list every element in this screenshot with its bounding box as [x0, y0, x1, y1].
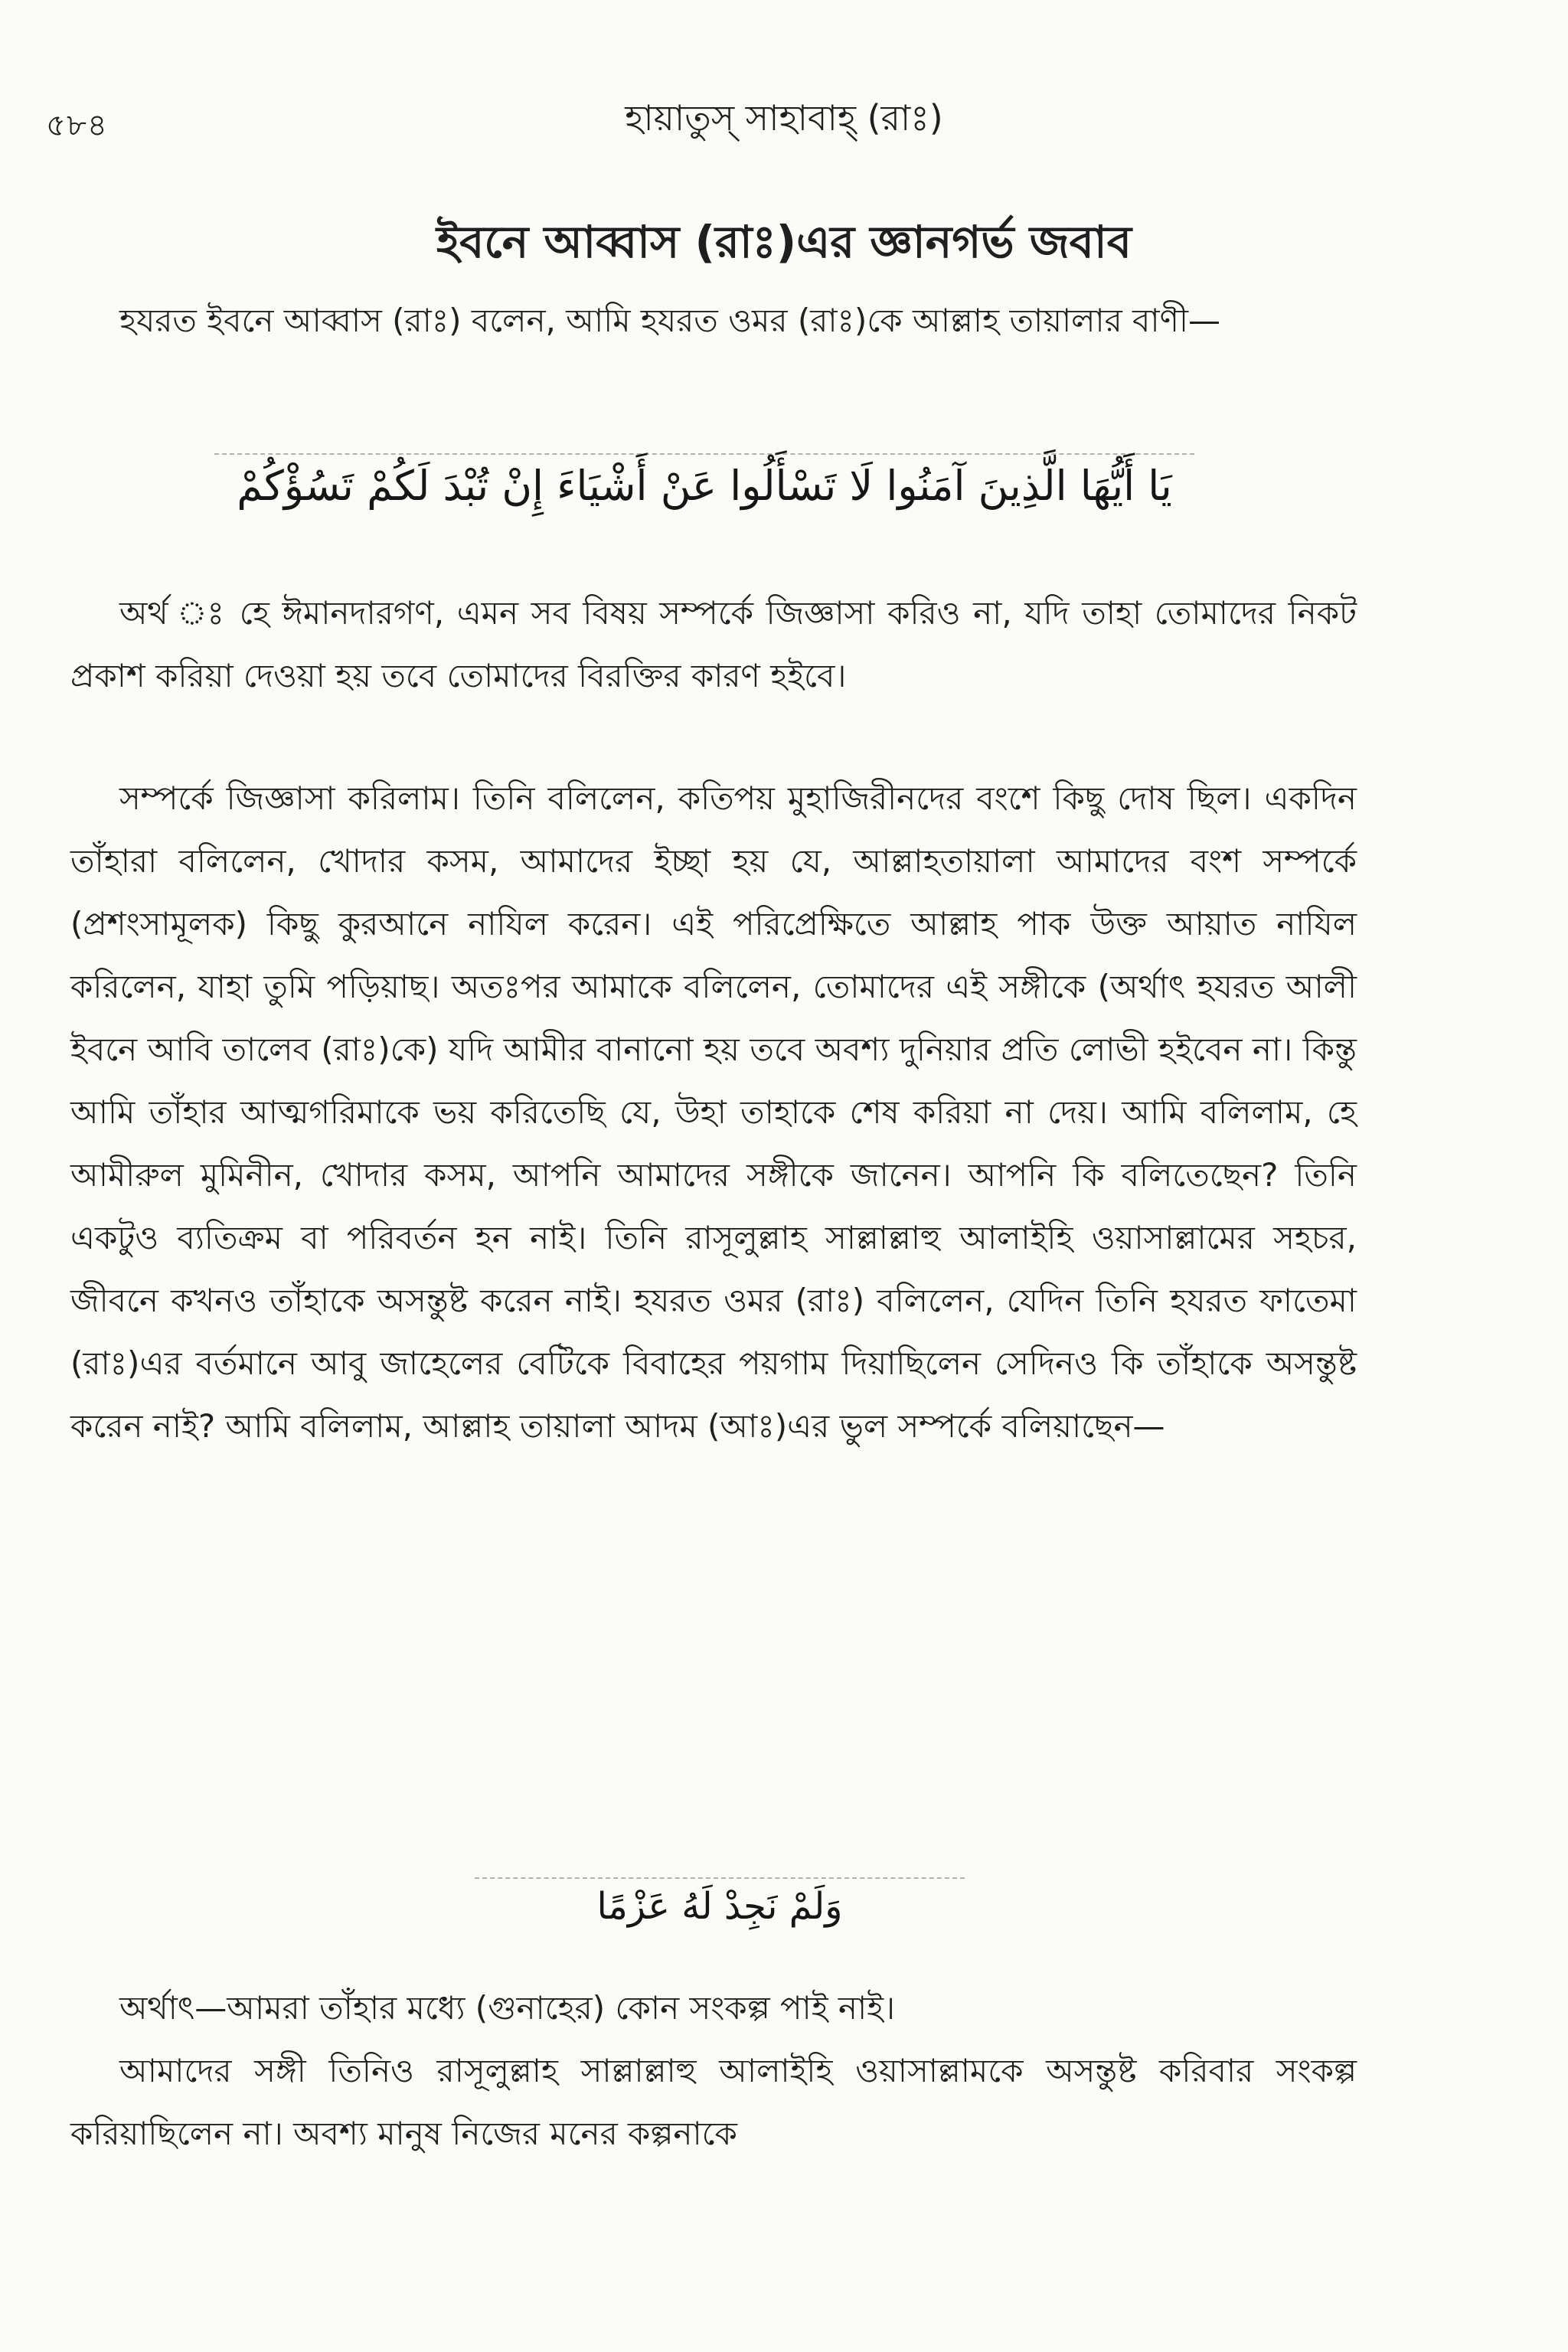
section-heading: ইবনে আব্বাস (রাঃ)এর জ্ঞানগর্ভ জবাব — [436, 216, 1132, 268]
page-header — [46, 92, 1522, 153]
arabic-verse-1: يَا أَيُّهَا الَّذِينَ آمَنُوا لَا تَسْأَلُوا عَنْ أَشْيَاءَ إِنْ تُبْدَ لَكُمْ تَسُؤْكُمْ — [168, 444, 1240, 528]
arabic-verse-2: وَلَمْ نَجِدْ لَهُ عَزْمًا — [429, 1868, 1011, 1945]
main-paragraph: সম্পর্কে জিজ্ঞাসা করিলাম। তিনি বলিলেন, কতিপয় মুহাজিরীনদের বংশে কিছু দোষ ছিল। একদিন তাঁহারা বলিলেন, খোদার কসম, আমাদের ইচ্ছা হয় যে, আল্লাহতায়ালা আমাদের বংশ সম্পর্কে (প্রশংসামূলক) কিছু কুরআনে নাযিল করেন। এই পরিপ্রেক্ষিতে আল্লাহ পাক উক্ত আয়াত নাযিল করিলেন, যাহা তুমি পড়িয়াছ। অতঃপর আমাকে বলিলেন, তোমাদের এই সঙ্গীকে (অর্থাৎ হযরত আলী ইবনে আবি তালেব (রাঃ)কে) যদি আমীর বানানো হয় তবে অবশ্য দুনিয়ার প্রতি লোভী হইবেন না। কিন্তু আমি তাঁহার আত্মগরিমাকে ভয় করিতেছি যে, উহা তাহাকে শেষ করিয়া না দেয়। আমি বলিলাম, হে আমীরুল মুমিনীন, খোদার কসম, আপনি আমাদের সঙ্গীকে জানেন। আপনি কি বলিতেছেন? তিনি একটুও ব্যতিক্রম বা পরিবর্তন হন নাই। তিনি রাসূলুল্লাহ সাল্লাল্লাহু আলাইহি ওয়াসাল্লামের সহচর, জীবনে কখনও তাঁহাকে অসন্তুষ্ট করেন নাই। হযরত ওমর (রাঃ) বলিলেন, যেদিন তিনি হযরত ফাতেমা (রাঃ)এর বর্তমানে আবু জাহেলের বেটিকে বিবাহের পয়গাম দিয়াছিলেন সেদিনও কি তাঁহাকে অসন্তুষ্ট করেন নাই? আমি বলিলাম, আল্লাহ তায়ালা আদম (আঃ)এর ভুল সম্পর্কে বলিয়াছেন— — [70, 779, 1357, 1445]
meaning-paragraph-1: অর্থ ঃ হে ঈমানদারগণ, এমন সব বিষয় সম্পর্কে জিজ্ঞাসা করিও না, যদি তাহা তোমাদের নিকট প্রকাশ করিয়া দেওয়া হয় তবে তোমাদের বিরক্তির কারণ হইবে। — [70, 594, 1357, 694]
meaning-paragraph-2: অর্থাৎ—আমরা তাঁহার মধ্যে (গুনাহের) কোন সংকল্প পাই নাই। — [119, 1989, 896, 2027]
closing-paragraph: আমাদের সঙ্গী তিনিও রাসূলুল্লাহ সাল্লাল্লাহু আলাইহি ওয়াসাল্লামকে অসন্তুষ্ট করিবার সংকল্প করিয়াছিলেন না। অবশ্য মানুষ নিজের মনের কল্পনাকে — [70, 2052, 1357, 2152]
intro-paragraph: হযরত ইবনে আব্বাস (রাঃ) বলেন, আমি হযরত ওমর (রাঃ)কে আল্লাহ তায়ালার বাণী— — [119, 302, 1221, 339]
running-title: হায়াতুস্ সাহাবাহ্ (রাঃ) — [625, 97, 943, 139]
page-number: ৫৮৪ — [46, 108, 108, 143]
